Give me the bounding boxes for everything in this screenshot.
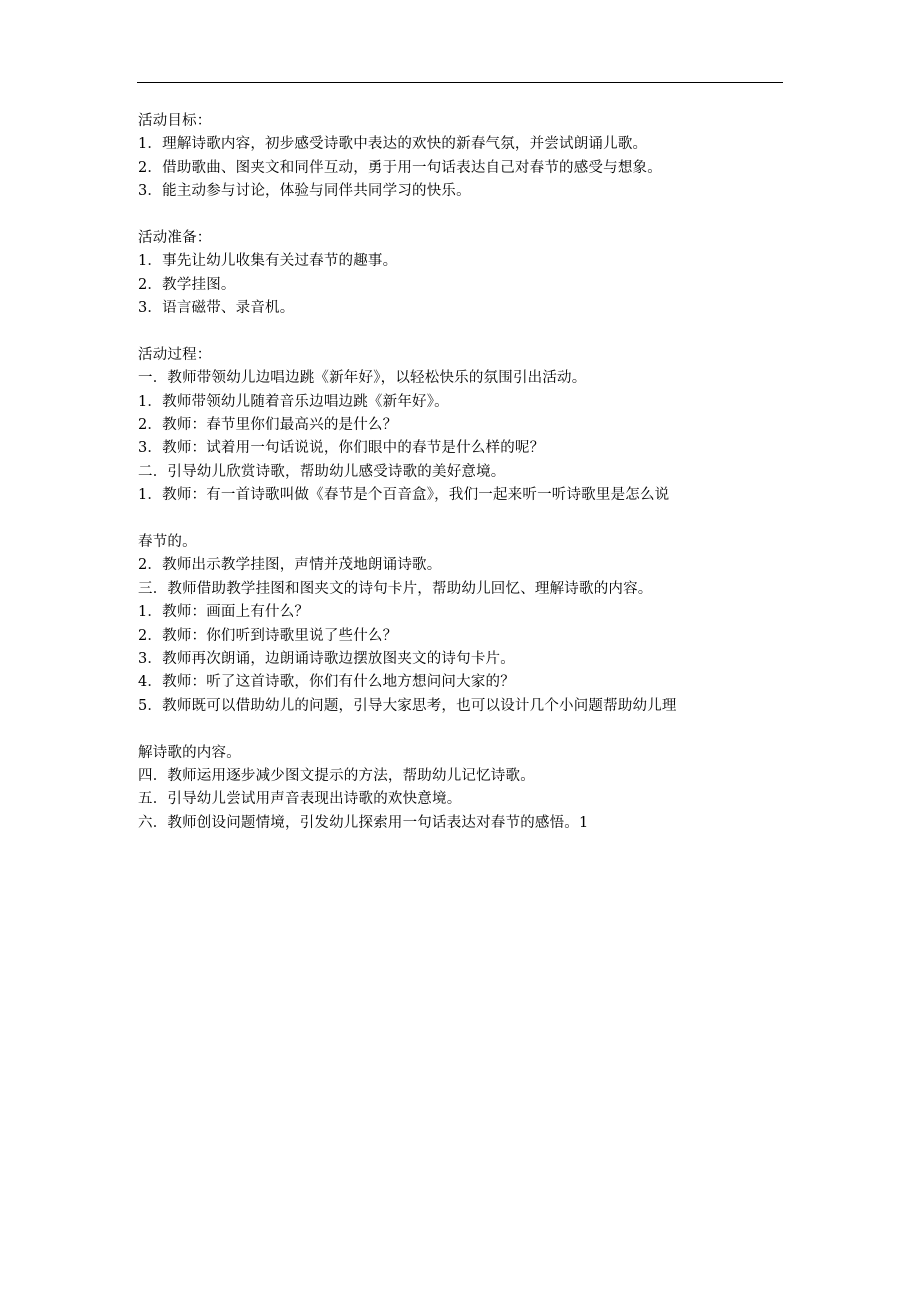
goal-item: 2．借助歌曲、图夹文和同伴互动，勇于用一句话表达自己对春节的感受与想象。 xyxy=(138,159,662,176)
process-step: 5．教师既可以借助幼儿的问题，引导大家思考，也可以设计几个小问题帮助幼儿理 xyxy=(138,697,677,714)
process-step: 五．引导幼儿尝试用声音表现出诗歌的欢快意境。 xyxy=(138,791,462,808)
process-step: 1．教师：有一首诗歌叫做《春节是个百音盒》，我们一起来听一听诗歌里是怎么说 xyxy=(138,487,670,504)
process-step: 4．教师：听了这首诗歌，你们有什么地方想问问大家的？ xyxy=(138,674,515,691)
document-body xyxy=(138,110,778,835)
section-heading-process: 活动过程： xyxy=(138,346,212,363)
paragraph-gap xyxy=(138,321,778,344)
preparation-item: 2．教学挂图。 xyxy=(138,276,236,293)
process-step: 2．教师：春节里你们最高兴的是什么？ xyxy=(138,417,398,434)
process-step: 三．教师借助教学挂图和图夹文的诗句卡片，帮助幼儿回忆、理解诗歌的内容。 xyxy=(138,580,653,597)
process-step: 春节的。 xyxy=(138,534,197,551)
preparation-item: 1．事先让幼儿收集有关过春节的趣事。 xyxy=(138,253,398,270)
goal-item: 3．能主动参与讨论，体验与同伴共同学习的快乐。 xyxy=(138,183,471,200)
preparation-item: 3．语言磁带、录音机。 xyxy=(138,300,295,317)
paragraph-gap xyxy=(138,508,778,531)
section-heading-preparation: 活动准备： xyxy=(138,229,212,246)
process-step: 2．教师出示教学挂图，声情并茂地朗诵诗歌。 xyxy=(138,557,442,574)
paragraph-gap xyxy=(138,204,778,227)
paragraph-gap xyxy=(138,718,778,741)
process-step: 六．教师创设问题情境，引发幼儿探索用一句话表达对春节的感悟。1 xyxy=(138,814,589,831)
process-step: 二．引导幼儿欣赏诗歌，帮助幼儿感受诗歌的美好意境。 xyxy=(138,463,506,480)
goal-item: 1．理解诗歌内容，初步感受诗歌中表达的欢快的新春气氛，并尝试朗诵儿歌。 xyxy=(138,136,648,153)
process-step: 3．教师再次朗诵，边朗诵诗歌边摆放图夹文的诗句卡片。 xyxy=(138,650,515,667)
process-step: 2．教师：你们听到诗歌里说了些什么？ xyxy=(138,627,398,644)
process-step: 一．教师带领幼儿边唱边跳《新年好》，以轻松快乐的氛围引出活动。 xyxy=(138,370,587,387)
process-step: 四．教师运用逐步减少图文提示的方法，帮助幼儿记忆诗歌。 xyxy=(138,767,535,784)
process-step: 1．教师：画面上有什么？ xyxy=(138,604,310,621)
section-heading-goals: 活动目标： xyxy=(138,113,212,129)
header-rule xyxy=(137,82,783,83)
process-step: 1．教师带领幼儿随着音乐边唱边跳《新年好》。 xyxy=(138,393,449,410)
process-step: 3．教师：试着用一句话说说，你们眼中的春节是什么样的呢？ xyxy=(138,440,545,457)
process-step: 解诗歌的内容。 xyxy=(138,744,241,761)
